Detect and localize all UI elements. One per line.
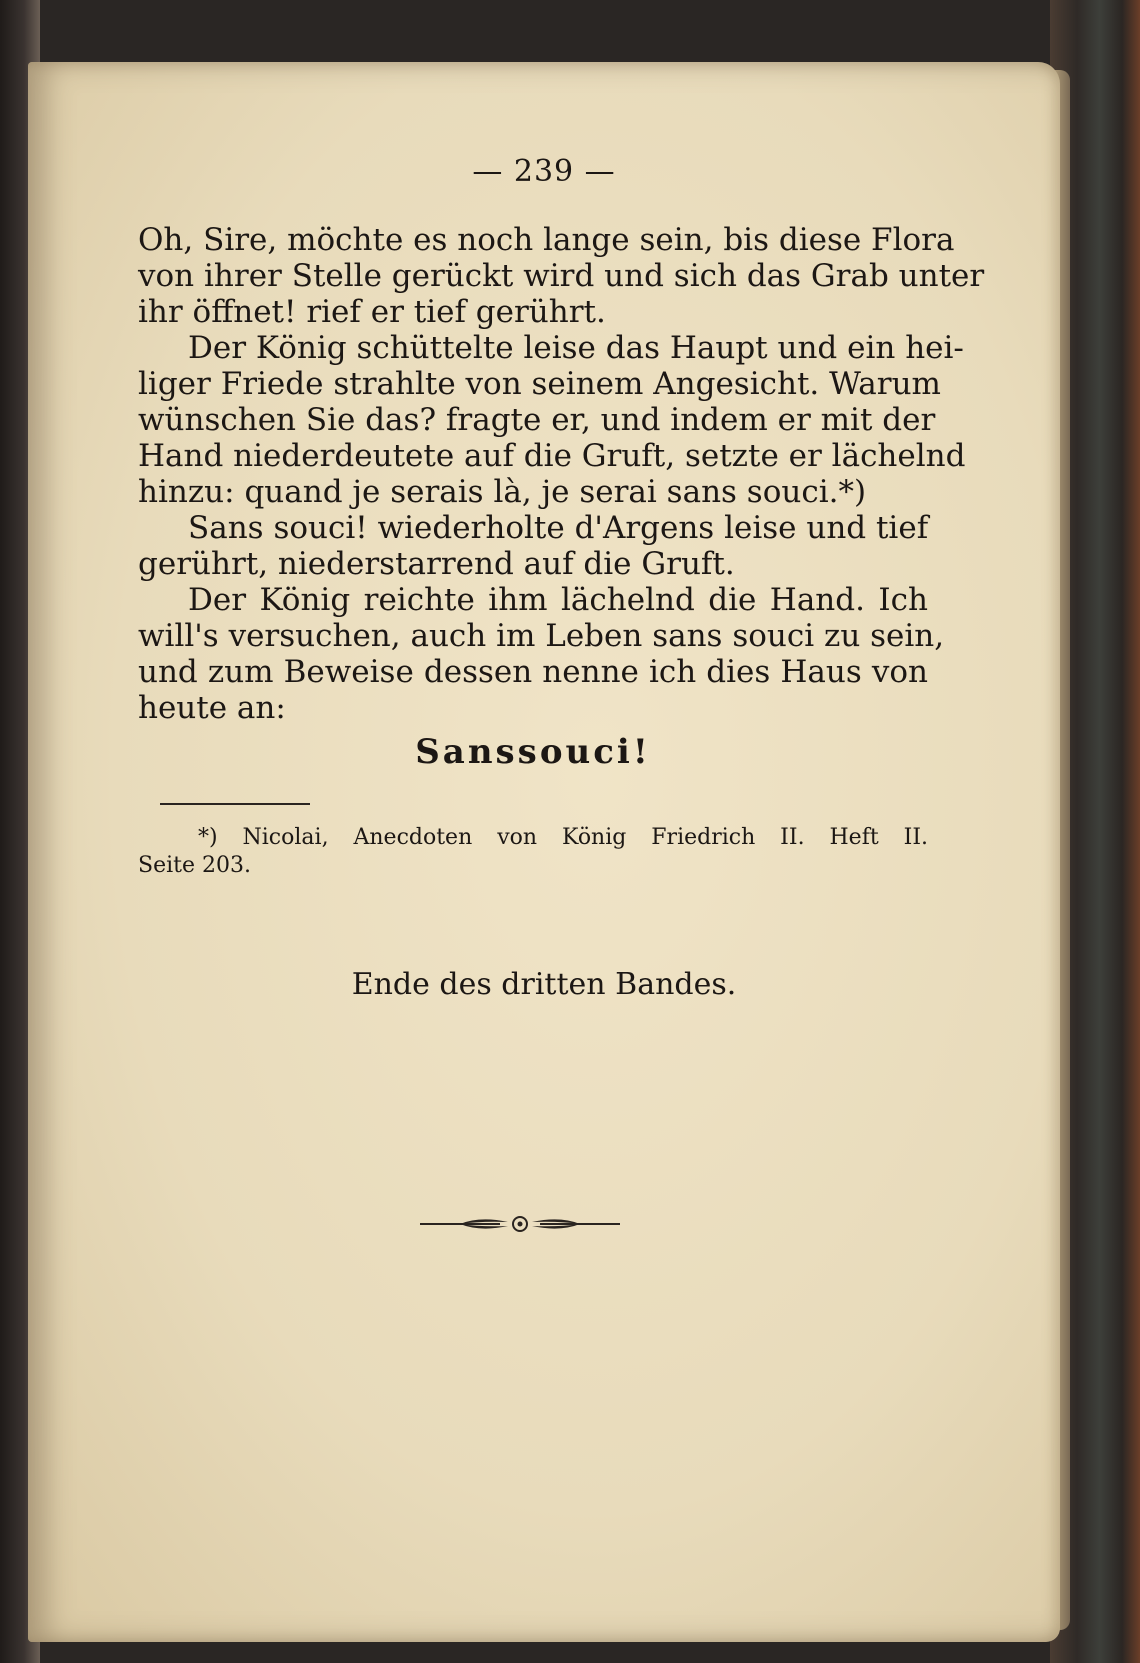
text-line: von ihrer Stelle gerückt wird und sich das Grab unter xyxy=(138,258,985,294)
text-line: wünschen Sie das? fragte er, und indem er mit der xyxy=(138,402,936,438)
text-line: Der König reichte ihm lächelnd die Hand. Ich xyxy=(188,582,928,618)
text-line: liger Friede strahlte von seinem Angesicht. Warum xyxy=(138,366,941,402)
text-line: Sans souci! wiederholte d'Argens leise und tief xyxy=(188,510,929,546)
sanssouci-heading: Sanssouci! xyxy=(415,732,651,772)
text-line: ihr öffnet! rief er tief gerührt. xyxy=(138,294,606,330)
text-line: Oh, Sire, möchte es noch lange sein, bis diese Flora xyxy=(138,222,955,258)
text-line: Hand niederdeutete auf die Gruft, setzte er lächelnd xyxy=(138,438,966,474)
text-line: will's versuchen, auch im Leben sans souci zu sein, xyxy=(138,618,945,654)
footnote-line: Seite 203. xyxy=(138,853,251,878)
text-line: hinzu: quand je serais là, je serai sans souci.*) xyxy=(138,474,867,510)
footnote xyxy=(138,824,928,880)
footnote-rule xyxy=(160,803,310,805)
text-line: heute an: xyxy=(138,690,286,726)
book-page xyxy=(28,62,1060,1642)
body-text xyxy=(138,222,985,778)
text-line: Der König schüttelte leise das Haupt und ein hei- xyxy=(188,330,964,366)
text-line: und zum Beweise dessen nenne ich dies Haus von xyxy=(138,654,928,690)
footnote-line: *) Nicolai, Anecdoten von König Friedrich II. Heft II. xyxy=(198,825,928,850)
text-line: gerührt, niederstarrend auf die Gruft. xyxy=(138,546,735,582)
ornament-divider-icon xyxy=(420,1212,620,1236)
end-of-volume-text: Ende des dritten Bandes. xyxy=(351,967,737,1002)
page-number: — 239 — xyxy=(472,154,616,189)
